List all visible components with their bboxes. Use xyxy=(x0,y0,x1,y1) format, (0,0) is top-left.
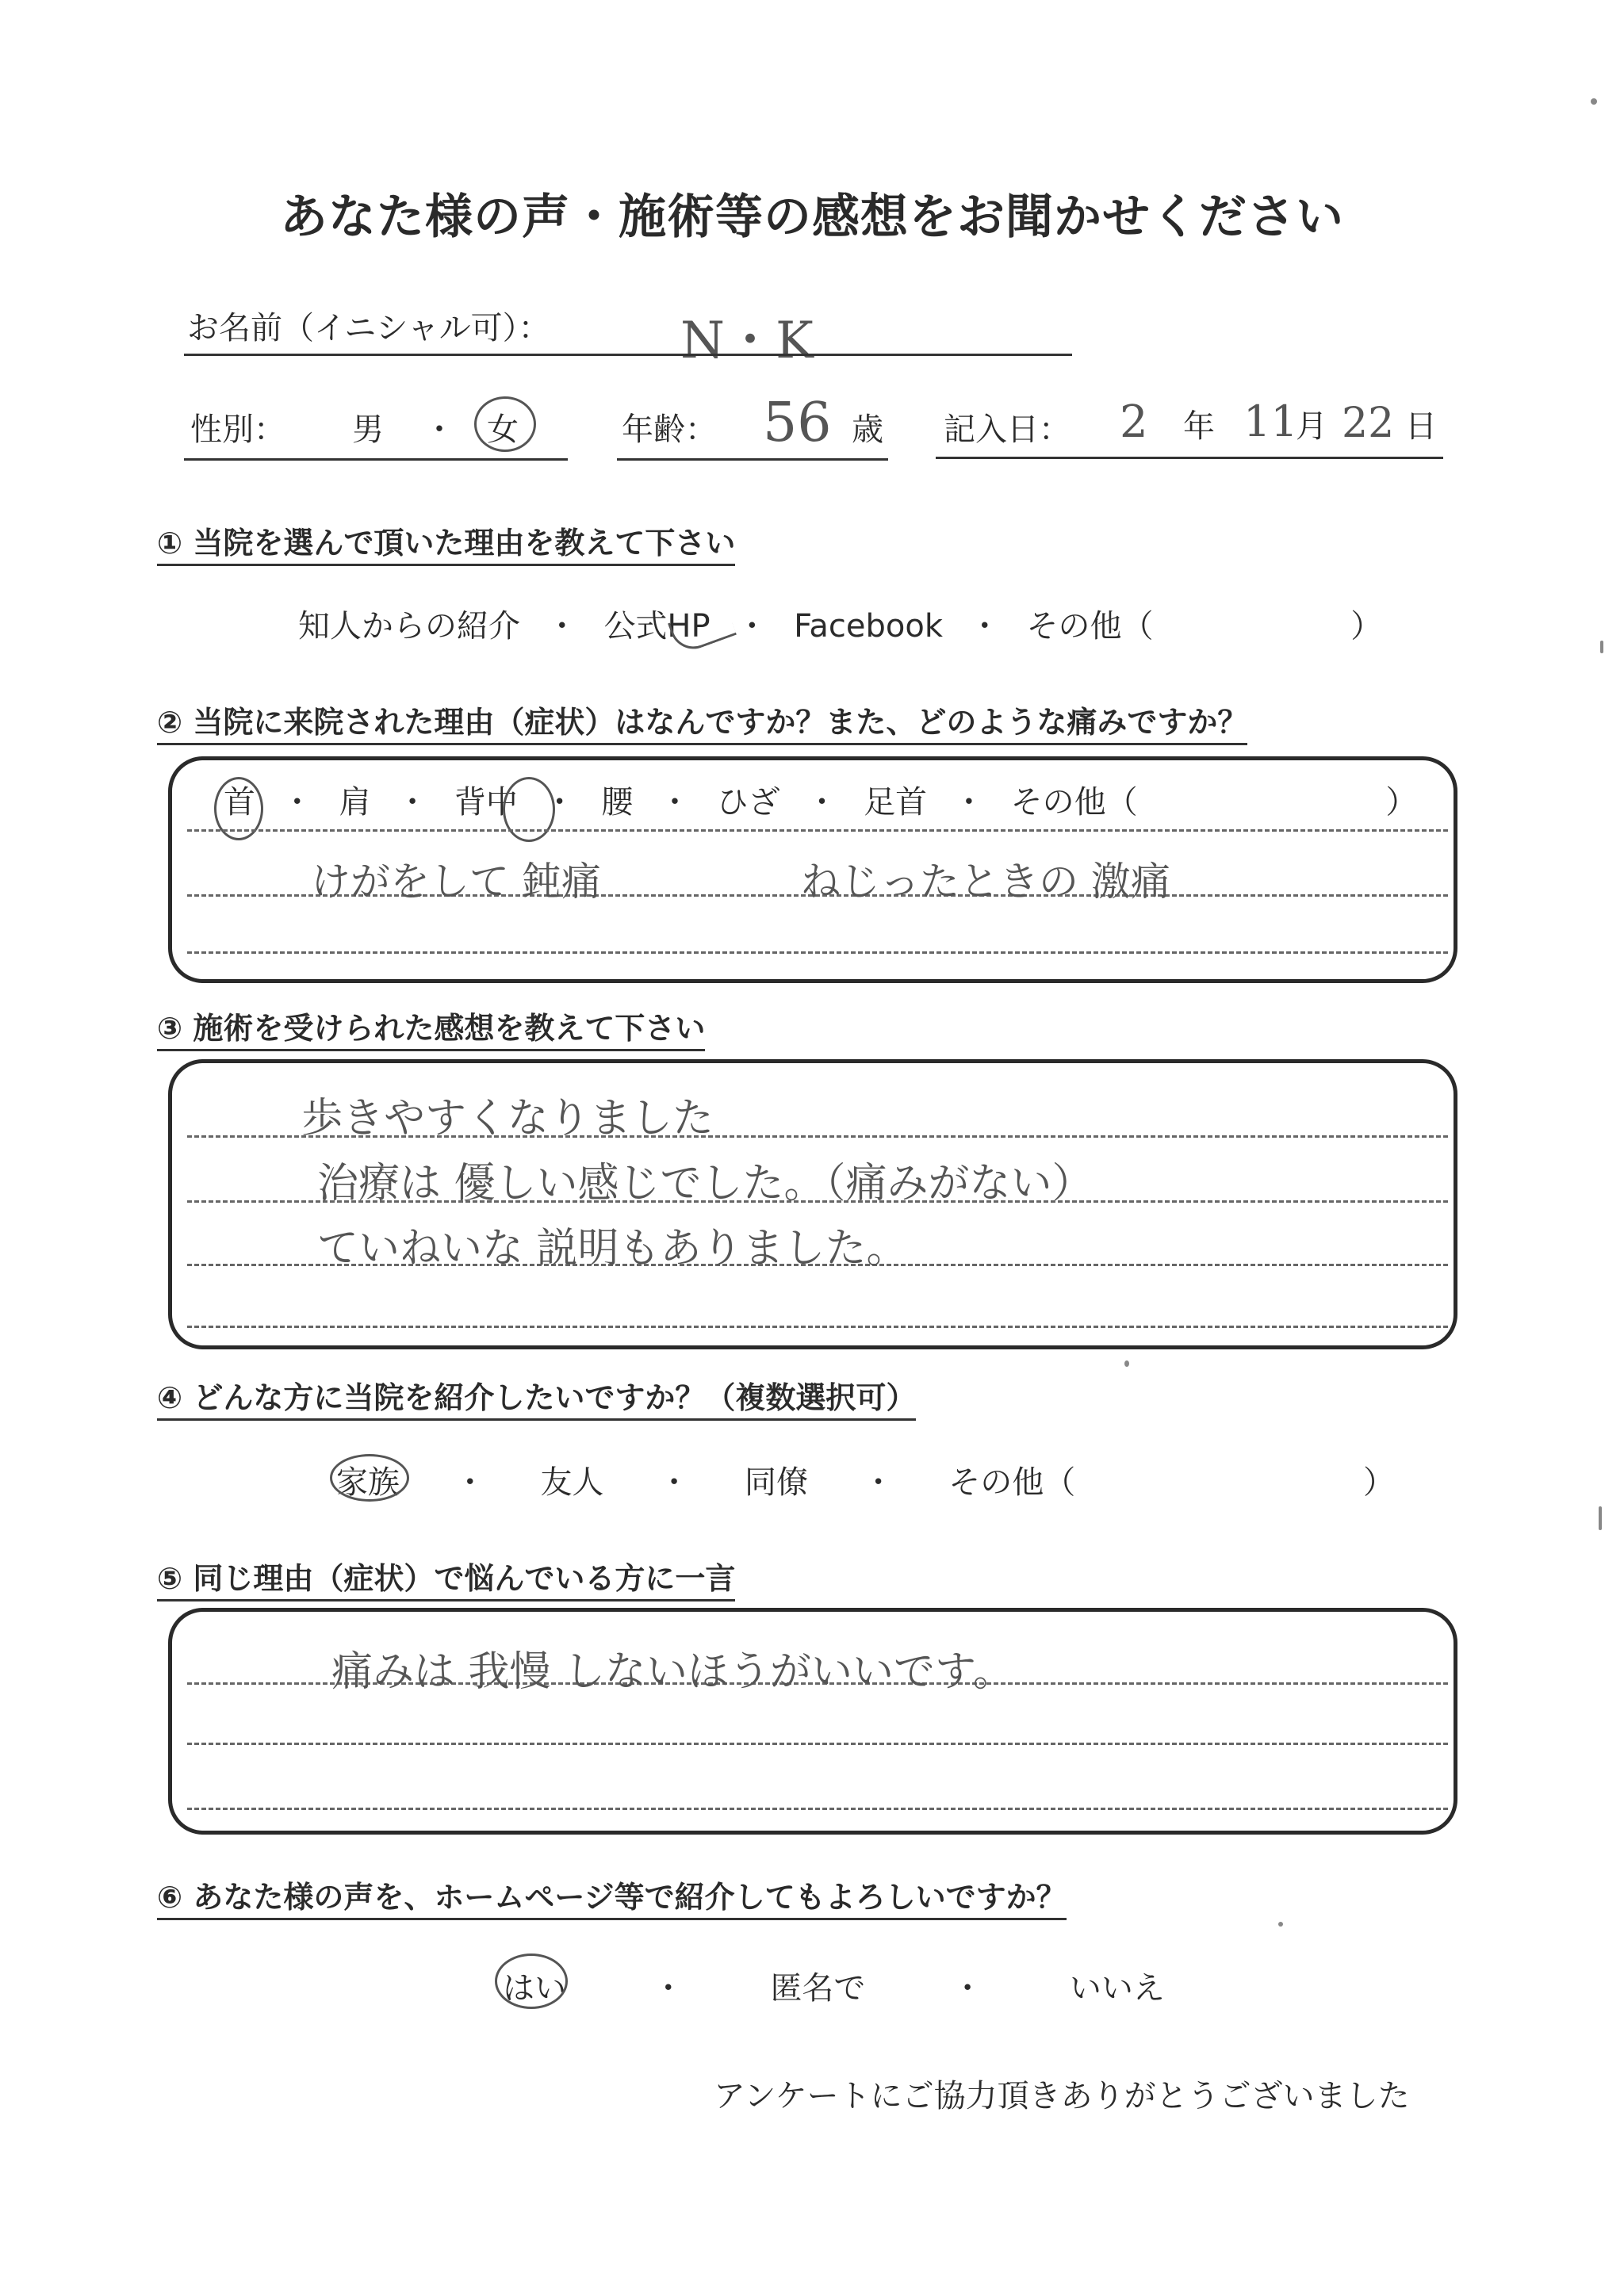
closing-message: アンケートにご協力頂きありがとうございました xyxy=(714,2078,1410,2114)
date-underline xyxy=(936,457,1443,459)
q2-option-ankle: 足首 xyxy=(864,784,928,821)
scan-speck xyxy=(1278,1922,1283,1927)
q3-handwritten-line-2: 治療は 優しい感じでした。（痛みがない） xyxy=(317,1160,1094,1207)
q2-handwritten-dull-pain: けがをして 鈍痛 xyxy=(311,859,601,905)
q4-option-friend: 友人 xyxy=(540,1464,604,1501)
q2-heading: ② 当院に来院された理由（症状）はなんですか？また、どのような痛みですか？ xyxy=(157,698,1247,745)
scan-speck xyxy=(1591,98,1597,105)
q2-sep-6: ・ xyxy=(952,784,985,821)
page-title: あなた様の声・施術等の感想をお聞かせください xyxy=(280,189,1344,245)
q4-sep-3: ・ xyxy=(862,1464,894,1501)
q5-line-3 xyxy=(187,1808,1448,1810)
q2-sep-5: ・ xyxy=(806,784,838,821)
q2-lower-back-circle xyxy=(503,777,555,842)
scan-speck xyxy=(1599,1506,1602,1530)
q2-handwritten-sharp-pain: ねじったときの 激痛 xyxy=(801,859,1170,905)
q1-option-official-hp xyxy=(603,601,710,646)
q1-option-referral: 知人からの紹介 xyxy=(298,608,520,645)
q6-option-no: いいえ xyxy=(1069,1970,1165,2007)
q4-options xyxy=(336,1457,1395,1502)
gender-underline xyxy=(184,458,568,461)
q2-option-other: その他（ xyxy=(1010,784,1138,821)
name-value: N・K xyxy=(680,312,814,370)
q5-line-2 xyxy=(187,1743,1448,1745)
q1-option-other-close: ） xyxy=(1350,608,1383,645)
q1-sep-3: ・ xyxy=(968,608,1001,645)
gender-male: 男 xyxy=(352,411,384,448)
age-unit: 歳 xyxy=(852,411,883,448)
age-value: 56 xyxy=(763,392,832,454)
q1-heading: ① 当院を選んで頂いた理由を教えて下さい xyxy=(157,519,735,566)
q6-options xyxy=(503,1963,1165,2008)
q4-option-family: 家族 xyxy=(336,1464,400,1501)
q6-sep-2: ・ xyxy=(952,1970,984,2007)
q2-sep-2: ・ xyxy=(396,784,429,821)
q5-heading: ⑤ 同じ理由（症状）で悩んでいる方に一言 xyxy=(157,1554,735,1601)
q4-option-other: その他（ xyxy=(948,1464,1076,1501)
date-label: 記入日： xyxy=(944,411,1071,448)
q3-handwritten-line-1: 歩きやすくなりました xyxy=(301,1095,714,1142)
q1-option-facebook: Facebook xyxy=(794,608,944,645)
q2-option-other-close: ） xyxy=(1385,784,1418,821)
q2-option-knee: ひざ xyxy=(716,784,780,821)
q1-options xyxy=(298,601,1382,646)
q2-option-lower-back: 腰 xyxy=(601,784,634,821)
q6-option-anonymous: 匿名で xyxy=(770,1970,866,2007)
q4-sep-1: ・ xyxy=(454,1464,486,1501)
q2-line-1 xyxy=(187,829,1448,832)
q6-sep-1: ・ xyxy=(652,1970,684,2007)
q2-option-neck: 首 xyxy=(224,784,255,821)
age-label: 年齢： xyxy=(622,411,717,448)
date-year: 2 xyxy=(1120,396,1148,448)
scan-speck xyxy=(1600,641,1603,653)
date-month-unit: 月 xyxy=(1296,408,1327,445)
age-underline xyxy=(617,458,888,461)
q2-option-back: 背中 xyxy=(454,784,518,821)
q2-line-3 xyxy=(187,951,1448,954)
q6-heading: ⑥ あなた様の声を、ホームページ等で紹介してもよろしいですか？ xyxy=(157,1873,1067,1920)
q2-sep-4: ・ xyxy=(659,784,691,821)
q3-heading: ③ 施術を受けられた感想を教えて下さい xyxy=(157,1004,705,1051)
q2-sep-3: ・ xyxy=(543,784,576,821)
q4-heading: ④ どんな方に当院を紹介したいですか？（複数選択可） xyxy=(157,1373,916,1421)
name-underline xyxy=(184,354,1072,356)
date-day: 22 xyxy=(1342,400,1395,447)
q1-sep-1: ・ xyxy=(546,608,578,645)
q2-options xyxy=(224,777,1417,822)
q2-sep-1: ・ xyxy=(281,784,313,821)
date-day-unit: 日 xyxy=(1405,408,1437,445)
name-label: お名前（イニシャル可）： xyxy=(187,310,550,346)
date-year-unit: 年 xyxy=(1183,408,1215,445)
q3-line-4 xyxy=(187,1326,1448,1328)
q4-sep-2: ・ xyxy=(658,1464,691,1501)
q6-option-yes: はい xyxy=(503,1970,566,2007)
q3-handwritten-line-3: ていねいな 説明もありました。 xyxy=(317,1225,908,1272)
scan-speck xyxy=(1124,1360,1129,1367)
gender-female: 女 xyxy=(487,411,519,448)
q4-option-coworker: 同僚 xyxy=(744,1464,808,1501)
q2-option-shoulder: 肩 xyxy=(339,784,371,821)
q1-option-official-hp-label: 公式HP xyxy=(603,608,710,645)
gender-label: 性別： xyxy=(190,411,285,448)
q1-option-other: その他（ xyxy=(1026,608,1154,645)
q5-handwritten-answer: 痛みは 我慢 しないほうがいいです。 xyxy=(331,1648,1014,1696)
gender-separator: ・ xyxy=(423,411,455,448)
q4-family-circle xyxy=(330,1454,409,1502)
q6-yes-circle xyxy=(495,1954,568,2009)
date-month: 11 xyxy=(1243,396,1298,446)
q1-sep-2: ・ xyxy=(736,608,768,645)
q4-option-other-close: ） xyxy=(1363,1464,1396,1501)
gender-female-circle xyxy=(474,396,536,452)
